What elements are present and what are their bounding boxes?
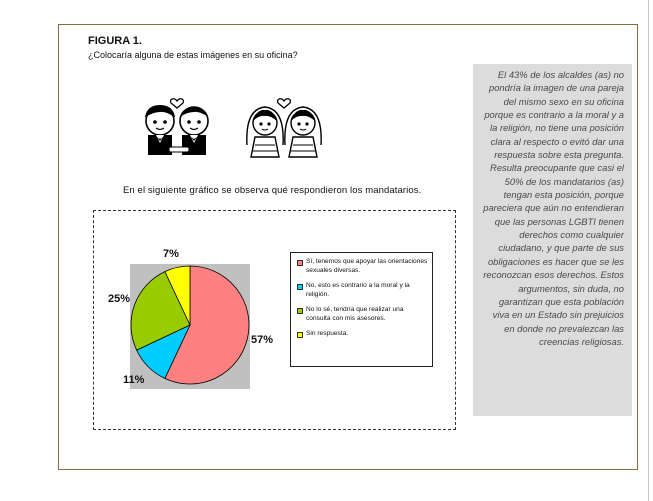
data-label-no: 11% bbox=[123, 374, 145, 386]
legend-swatch bbox=[297, 284, 303, 290]
legend-item-yes bbox=[297, 257, 428, 275]
data-label-yes: 57% bbox=[251, 334, 274, 346]
chart-intro-text: En el siguiente gráfico se observa qué respondieron los mandatarios. bbox=[123, 185, 422, 196]
legend-swatch bbox=[297, 260, 303, 266]
data-label-no-answer: 7% bbox=[163, 248, 179, 260]
legend-label: No lo sé, tendría que realizar una consulta con mis asesores. bbox=[306, 306, 404, 322]
sidebar-text: El 43% de los alcaldes (as) no pondría la imagen de una pareja del mismo sexo en su oficina porque es contrario a la moral y a la religión, no tiene una posición clara al respecto o evitó dar una respuesta sobre esta pregunta. Resulta preocupante que casi el 50% de los mandatarios (as) tengan esta posición, porque pareciera que aún no entendieran que las personas LGBTI tienen derechos como cualquier ciudadano, y que parte de sus obligaciones es hacer que se les reconozcan esos derechos. Estos argumentos, sin duda, no garantizan que esta población viva en un Estado sin prejuicios en donde no prevalezcan las creencias religiosas. bbox=[483, 69, 624, 347]
legend-item-no bbox=[297, 281, 428, 299]
legend-label: No, esto es contrario a la moral y la religión. bbox=[306, 282, 410, 298]
chart-legend bbox=[290, 252, 433, 367]
legend-label: Sí, tenemos que apoyar las orientaciones sexuales diversas. bbox=[306, 258, 428, 274]
legend-swatch bbox=[297, 332, 303, 338]
legend-swatch bbox=[297, 308, 303, 314]
legend-label: Sin respuesta. bbox=[306, 330, 349, 337]
data-label-unsure: 25% bbox=[108, 293, 131, 305]
legend-item-unsure bbox=[297, 305, 428, 323]
figure-question: ¿Colocaría alguna de estas imágenes en su oficina? bbox=[88, 50, 298, 60]
legend-item-no-answer bbox=[297, 329, 428, 338]
figure-title: FIGURA 1. bbox=[88, 35, 142, 47]
sidebar-commentary bbox=[473, 64, 632, 416]
